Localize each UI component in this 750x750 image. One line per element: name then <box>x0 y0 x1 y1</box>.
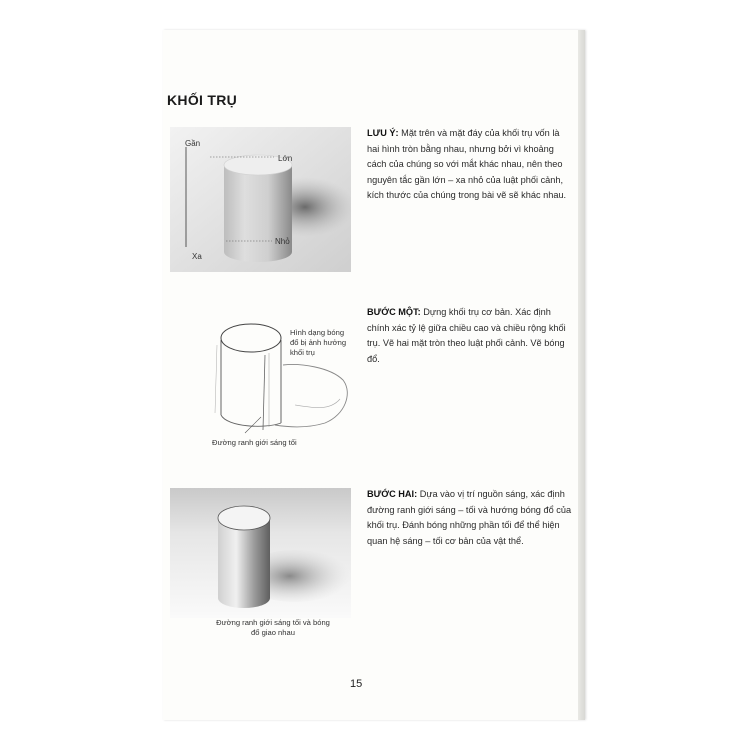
cylinder-photo <box>170 127 351 272</box>
cylinder-shaded <box>170 488 351 618</box>
step-two-heading: BƯỚC HAI: <box>367 489 418 499</box>
cylinder-sketch <box>205 305 355 440</box>
section-step-one <box>367 305 572 367</box>
step-one-heading: BƯỚC MỘT: <box>367 307 421 317</box>
page-number: 15 <box>350 678 363 690</box>
label-small: Nhỏ <box>275 237 290 246</box>
note-heading: LƯU Ý: <box>367 128 399 138</box>
caption-boundary-line: Đường ranh giới sáng tối <box>212 438 297 447</box>
section-step-two <box>367 487 572 549</box>
label-near: Gần <box>185 139 201 148</box>
page-edge <box>578 30 585 720</box>
caption-intersection: Đường ranh giới sáng tối và bóng đổ giao nhau <box>216 618 330 637</box>
caption-shadow-shape: Hình dạng bóng đổ bị ảnh hưởng khối trụ <box>290 328 347 357</box>
note-text: Mặt trên và mặt đáy của khối trụ vốn là hai hình tròn bằng nhau, nhưng bởi vì khoảng cách của chúng so với mắt khác nhau, nên theo nguyên tắc gần lớn – xa nhỏ của luật phối cảnh, kích thước của chúng trong bài vẽ sẽ khác nhau. <box>367 128 567 201</box>
page-title: KHỐI TRỤ <box>167 92 238 108</box>
step-two-text: Dựa vào vị trí nguồn sáng, xác định đường ranh giới sáng – tối và hướng bóng đổ của khối trụ. Đánh bóng những phần tối để thể hiện quan hệ sáng – tối cơ bản của vật thể. <box>367 489 572 546</box>
step-one-text: Dựng khối trụ cơ bản. Xác định chính xác tỷ lệ giữa chiều cao và chiều rộng khối trụ. Vẽ hai mặt tròn theo luật phối cảnh. Vẽ bóng đổ. <box>367 307 566 364</box>
label-far: Xa <box>192 252 202 261</box>
label-large: Lớn <box>278 154 293 163</box>
section-note <box>367 126 572 204</box>
